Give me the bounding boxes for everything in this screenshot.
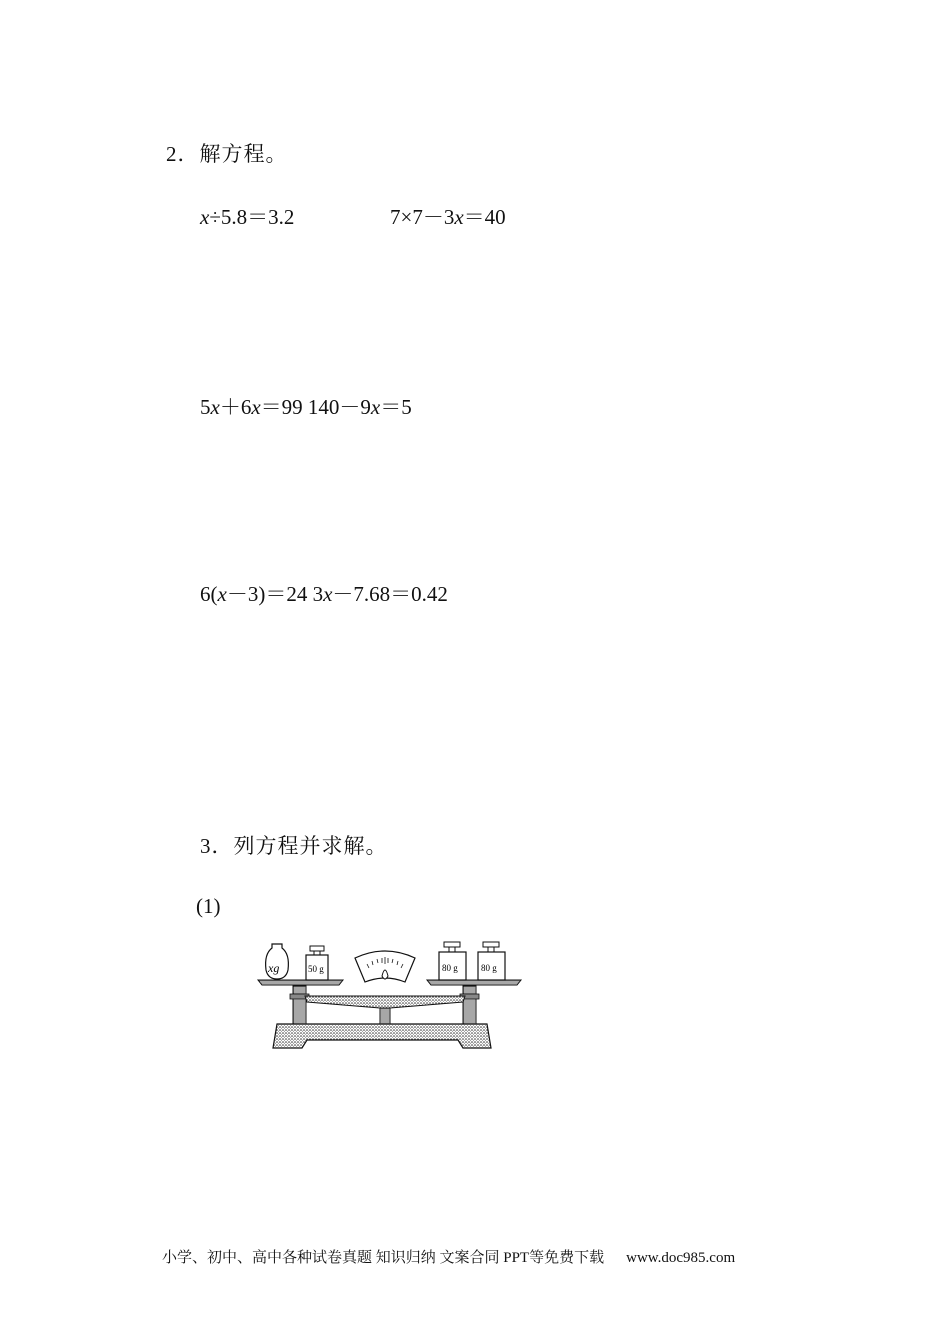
scale-left-pillar xyxy=(293,986,306,1024)
page-footer xyxy=(162,1246,735,1267)
variable-x: x xyxy=(370,395,381,419)
weight-80g-second-label: 80 g xyxy=(481,963,497,973)
equation-2-post: ＝40 xyxy=(463,205,506,229)
scale-base xyxy=(273,1024,491,1048)
balance-scale-figure xyxy=(255,936,525,1052)
scale-beam xyxy=(305,996,465,1008)
weight-50g-label: 50 g xyxy=(308,964,324,974)
equation-2-pre: 7×7－3 xyxy=(390,205,455,229)
footer-text: 小学、初中、高中各种试卷真题 知识归纳 文案合同 PPT等免费下载 xyxy=(162,1250,605,1266)
subquestion-1-label: (1) xyxy=(196,894,221,918)
variable-x: x xyxy=(210,395,220,419)
equation-row-3 xyxy=(200,578,448,608)
variable-x: x xyxy=(200,205,210,229)
weight-80g-first-label: 80 g xyxy=(442,963,458,973)
equation-2 xyxy=(390,201,506,231)
section-2-heading: 2．解方程。 xyxy=(166,142,288,166)
scale-right-pillar xyxy=(463,986,476,1024)
equation-row-2-text: 5x＋6x＝99 140－9x＝5 xyxy=(200,395,412,419)
equation-1 xyxy=(200,201,294,231)
variable-x: x xyxy=(251,395,261,419)
equation-1-rest: ÷5.8＝3.2 xyxy=(209,205,295,229)
footer-url[interactable]: www.doc985.com xyxy=(626,1250,736,1266)
variable-x: x xyxy=(454,205,464,229)
equation-row-2 xyxy=(200,391,412,421)
left-pan xyxy=(258,980,343,985)
equation-row-3-text: 6(x－3)＝24 3x－7.68＝0.42 xyxy=(200,582,448,606)
variable-x: x xyxy=(217,582,227,606)
vase-label: xg xyxy=(268,961,280,975)
section-3-heading: 3．列方程并求解。 xyxy=(200,834,388,858)
scale-center-post xyxy=(380,1006,390,1024)
variable-x: x xyxy=(323,582,333,606)
right-pan xyxy=(427,980,521,985)
